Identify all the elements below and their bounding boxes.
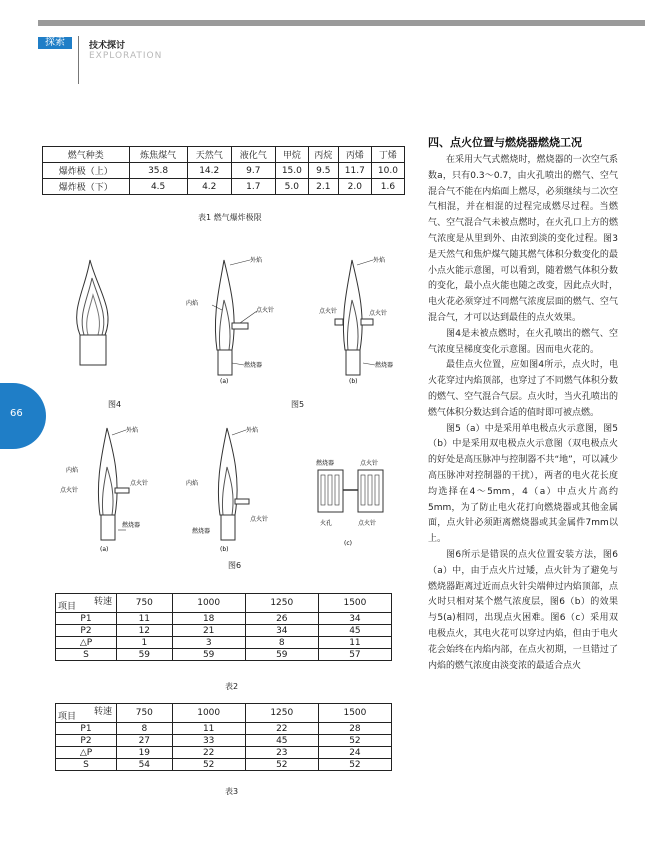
table-cell: 4.2 [187, 179, 231, 195]
table1-caption: 表1 燃气爆炸极限 [198, 213, 262, 222]
label-ignition-needle: 点火针 [256, 307, 275, 314]
table-cell: 34 [318, 613, 391, 625]
table-corner-cell [56, 704, 117, 723]
table-row [56, 625, 392, 637]
table-cell: 1.7 [231, 179, 275, 195]
table-cell: 45 [245, 735, 318, 747]
table-cell: 23 [245, 747, 318, 759]
label-inner-flame: 内焰 [186, 480, 199, 487]
table-header-cell: 750 [117, 704, 173, 723]
table-cell: △P [56, 637, 117, 649]
header-divider [78, 36, 79, 84]
table-row [56, 613, 392, 625]
page-tab [0, 383, 46, 449]
table-2 [55, 593, 392, 661]
table-cell: P1 [56, 613, 117, 625]
table-header-row [56, 594, 392, 613]
table-header-cell: 1250 [245, 704, 318, 723]
table3-caption: 表3 [225, 787, 239, 796]
table-cell: 1 [117, 637, 173, 649]
section-title-en: EXPLORATION [89, 51, 163, 61]
table-cell: 33 [172, 735, 245, 747]
article-paragraph: 图6所示是错误的点火位置安装方法，图6（a）中，由于点火片过矮，点火针为了避免与燃烧器距离过近而点火针尖端伸过内焰顶部，点火时只相对某个燃气浓度层，图6（b）的效果与5(a)相同，出现点火困难。图6（c）采用双电极点火，其电火花可以穿过内焰，但由于电火花会始终在内焰内部，在点火初期，一旦错过了内焰的燃气浓度由淡变浓的最适合点火 [428, 549, 618, 671]
article-paragraph: 图4是未被点燃时，在火孔喷出的燃气、空气浓度呈梯度变化示意图。因而电火花的。 [428, 328, 618, 355]
label-sub-b: (b) [220, 546, 229, 553]
table-cell: 21 [172, 625, 245, 637]
table-header-cell: 甲烷 [275, 147, 308, 163]
table-cell: 24 [318, 747, 391, 759]
table-row [43, 179, 405, 195]
label-ignition-needle: 点火针 [60, 487, 79, 494]
table-cell: 28 [318, 723, 391, 735]
label-ignition-needle: 点火针 [360, 460, 379, 467]
label-burner: 燃烧器 [375, 362, 394, 369]
table-row [56, 723, 392, 735]
top-rule [38, 20, 645, 26]
table-3 [55, 703, 392, 771]
label-ignition-needle: 点火针 [250, 516, 269, 523]
table-row [56, 637, 392, 649]
corner-bottom-label: 项目 [58, 712, 77, 722]
section-tag: 探索 [38, 37, 72, 49]
table-cell: 57 [318, 649, 391, 661]
table-cell: P1 [56, 723, 117, 735]
table-cell: 22 [172, 747, 245, 759]
corner-top-label: 转速 [93, 707, 112, 717]
table-header-cell: 天然气 [187, 147, 231, 163]
table-header-cell: 丙烷 [308, 147, 338, 163]
table-header-cell: 1000 [172, 704, 245, 723]
label-ignition-needle: 点火针 [130, 480, 149, 487]
section-title-cn: 技术探讨 [89, 41, 126, 51]
label-sub-c: (c) [344, 540, 352, 547]
table-row [56, 649, 392, 661]
table-row [56, 747, 392, 759]
table-cell: 34 [245, 625, 318, 637]
table-header-cell: 液化气 [231, 147, 275, 163]
article-column [428, 134, 618, 674]
table-cell: 3 [172, 637, 245, 649]
article-paragraph: 图5（a）中是采用单电极点火示意图，图5（b）中是采用双电极点火示意图（双电极点火的好处是高压脉冲与控制器不共“地”，可以减少高压脉冲对控制器的干扰），两者的电火花长度均选择在4～5mm，4（a）中点火片高约5mm，为了防止电火花打向燃烧器或其他金属面，点火针必须距离燃烧器或其金属件7mm以上。 [428, 423, 618, 545]
table-cell: 35.8 [129, 163, 187, 179]
label-sub-a: (a) [100, 546, 109, 553]
page-number: 66 [10, 408, 23, 419]
label-ignition-needle: 点火针 [319, 308, 338, 315]
table-cell: 1.6 [371, 179, 404, 195]
table-cell: 59 [245, 649, 318, 661]
table-cell: 4.5 [129, 179, 187, 195]
table-header-cell: 750 [117, 594, 173, 613]
table-header-cell: 1250 [245, 594, 318, 613]
corner-bottom-label: 项目 [58, 602, 77, 612]
label-burner: 燃烧器 [122, 522, 141, 529]
label-burner: 燃烧器 [192, 528, 211, 535]
label-outer-flame: 外焰 [250, 257, 263, 264]
table-cell: 11 [117, 613, 173, 625]
table-header-row [43, 147, 405, 163]
table-row [43, 163, 405, 179]
figure-6c-diagram [310, 450, 405, 550]
figure-5-caption: 图5 [291, 400, 305, 409]
corner-top-label: 转速 [93, 597, 112, 607]
table-gas-explosion-limits [42, 146, 405, 195]
table-cell: 15.0 [275, 163, 308, 179]
table-cell: 10.0 [371, 163, 404, 179]
table-header-cell: 炼焦煤气 [129, 147, 187, 163]
figure-5b-diagram [315, 255, 405, 385]
figure-6a-diagram [60, 425, 160, 555]
table-cell: 59 [117, 649, 173, 661]
table2-caption: 表2 [225, 682, 239, 691]
table-cell: 8 [117, 723, 173, 735]
table-cell: 45 [318, 625, 391, 637]
article-heading: 四、点火位置与燃烧器燃烧工况 [428, 136, 582, 149]
table-row [56, 735, 392, 747]
table-cell: 5.0 [275, 179, 308, 195]
table-cell: 22 [245, 723, 318, 735]
table-cell: 54 [117, 759, 173, 771]
table-cell: △P [56, 747, 117, 759]
table-cell: P2 [56, 625, 117, 637]
table-header-cell: 燃气种类 [43, 147, 130, 163]
table-cell: 18 [172, 613, 245, 625]
table-cell: 11.7 [338, 163, 371, 179]
table-header-cell: 丁烯 [371, 147, 404, 163]
table-cell: 27 [117, 735, 173, 747]
table-header-cell: 1000 [172, 594, 245, 613]
table-header-cell: 1500 [318, 704, 391, 723]
table-cell: 9.5 [308, 163, 338, 179]
table-cell: 9.7 [231, 163, 275, 179]
table-cell: 12 [117, 625, 173, 637]
table-cell: 2.1 [308, 179, 338, 195]
table-header-cell: 1500 [318, 594, 391, 613]
label-burner: 燃烧器 [316, 460, 335, 467]
label-inner-flame: 内焰 [186, 300, 199, 307]
figure-6-caption: 图6 [228, 561, 242, 570]
table-cell: 52 [172, 759, 245, 771]
table-cell: 14.2 [187, 163, 231, 179]
table-header-cell: 丙烯 [338, 147, 371, 163]
label-burner: 燃烧器 [244, 362, 263, 369]
label-inner-flame: 内焰 [66, 467, 79, 474]
table-cell: 52 [245, 759, 318, 771]
article-paragraph: 在采用大气式燃烧时，燃烧器的一次空气系数a，只有0.3～0.7，由火孔喷出的燃气、空气混合气不能在内焰面上燃尽，必须继续与二次空气相混，并在相混的过程完成燃尽过程。当燃气、空气混合气未被点燃时，在火孔口上方的燃气浓度是从里到外、由浓到淡的变化过程。图3是天然气和焦炉煤气随其燃气体积分数变化的最小点火能示意图，可以看到，随着燃气体积分数的变化，最小点火能也随之改变，因此点火时，电火花必须穿过不同燃气浓度层面的燃气、空气混合气，才可以达到最佳的点火效果。 [428, 155, 618, 323]
figure-5a-diagram [172, 255, 287, 385]
table-cell: 11 [318, 637, 391, 649]
label-flame-hole: 火孔 [320, 520, 333, 527]
table-cell: 52 [318, 735, 391, 747]
label-outer-flame: 外焰 [373, 257, 386, 264]
table-cell: S [56, 759, 117, 771]
figure-6b-diagram [180, 425, 280, 555]
table-cell: P2 [56, 735, 117, 747]
table-cell: 11 [172, 723, 245, 735]
table-cell: 爆炸极（上） [43, 163, 130, 179]
figure-4-caption: 图4 [108, 400, 122, 409]
article-paragraph: 最佳点火位置，应如图4所示，点火时，电火花穿过内焰顶部，也穿过了不同燃气体积分数的燃气、空气混合气层。点火时，当火孔喷出的燃气体积分数达到合适的值时即可被点燃。 [428, 360, 618, 418]
table-header-row [56, 704, 392, 723]
table-cell: 19 [117, 747, 173, 759]
figure-4-flame [60, 250, 140, 370]
table-corner-cell [56, 594, 117, 613]
label-ignition-needle: 点火针 [369, 310, 388, 317]
table-cell: S [56, 649, 117, 661]
table-cell: 52 [318, 759, 391, 771]
table-cell: 59 [172, 649, 245, 661]
table-cell: 8 [245, 637, 318, 649]
label-sub-b: (b) [349, 378, 358, 385]
table-row [56, 759, 392, 771]
label-ignition-needle: 点火针 [358, 520, 377, 527]
table-cell: 爆炸极（下） [43, 179, 130, 195]
label-sub-a: (a) [220, 378, 229, 385]
table-cell: 2.0 [338, 179, 371, 195]
label-outer-flame: 外焰 [246, 427, 259, 434]
label-outer-flame: 外焰 [126, 427, 139, 434]
table-cell: 26 [245, 613, 318, 625]
